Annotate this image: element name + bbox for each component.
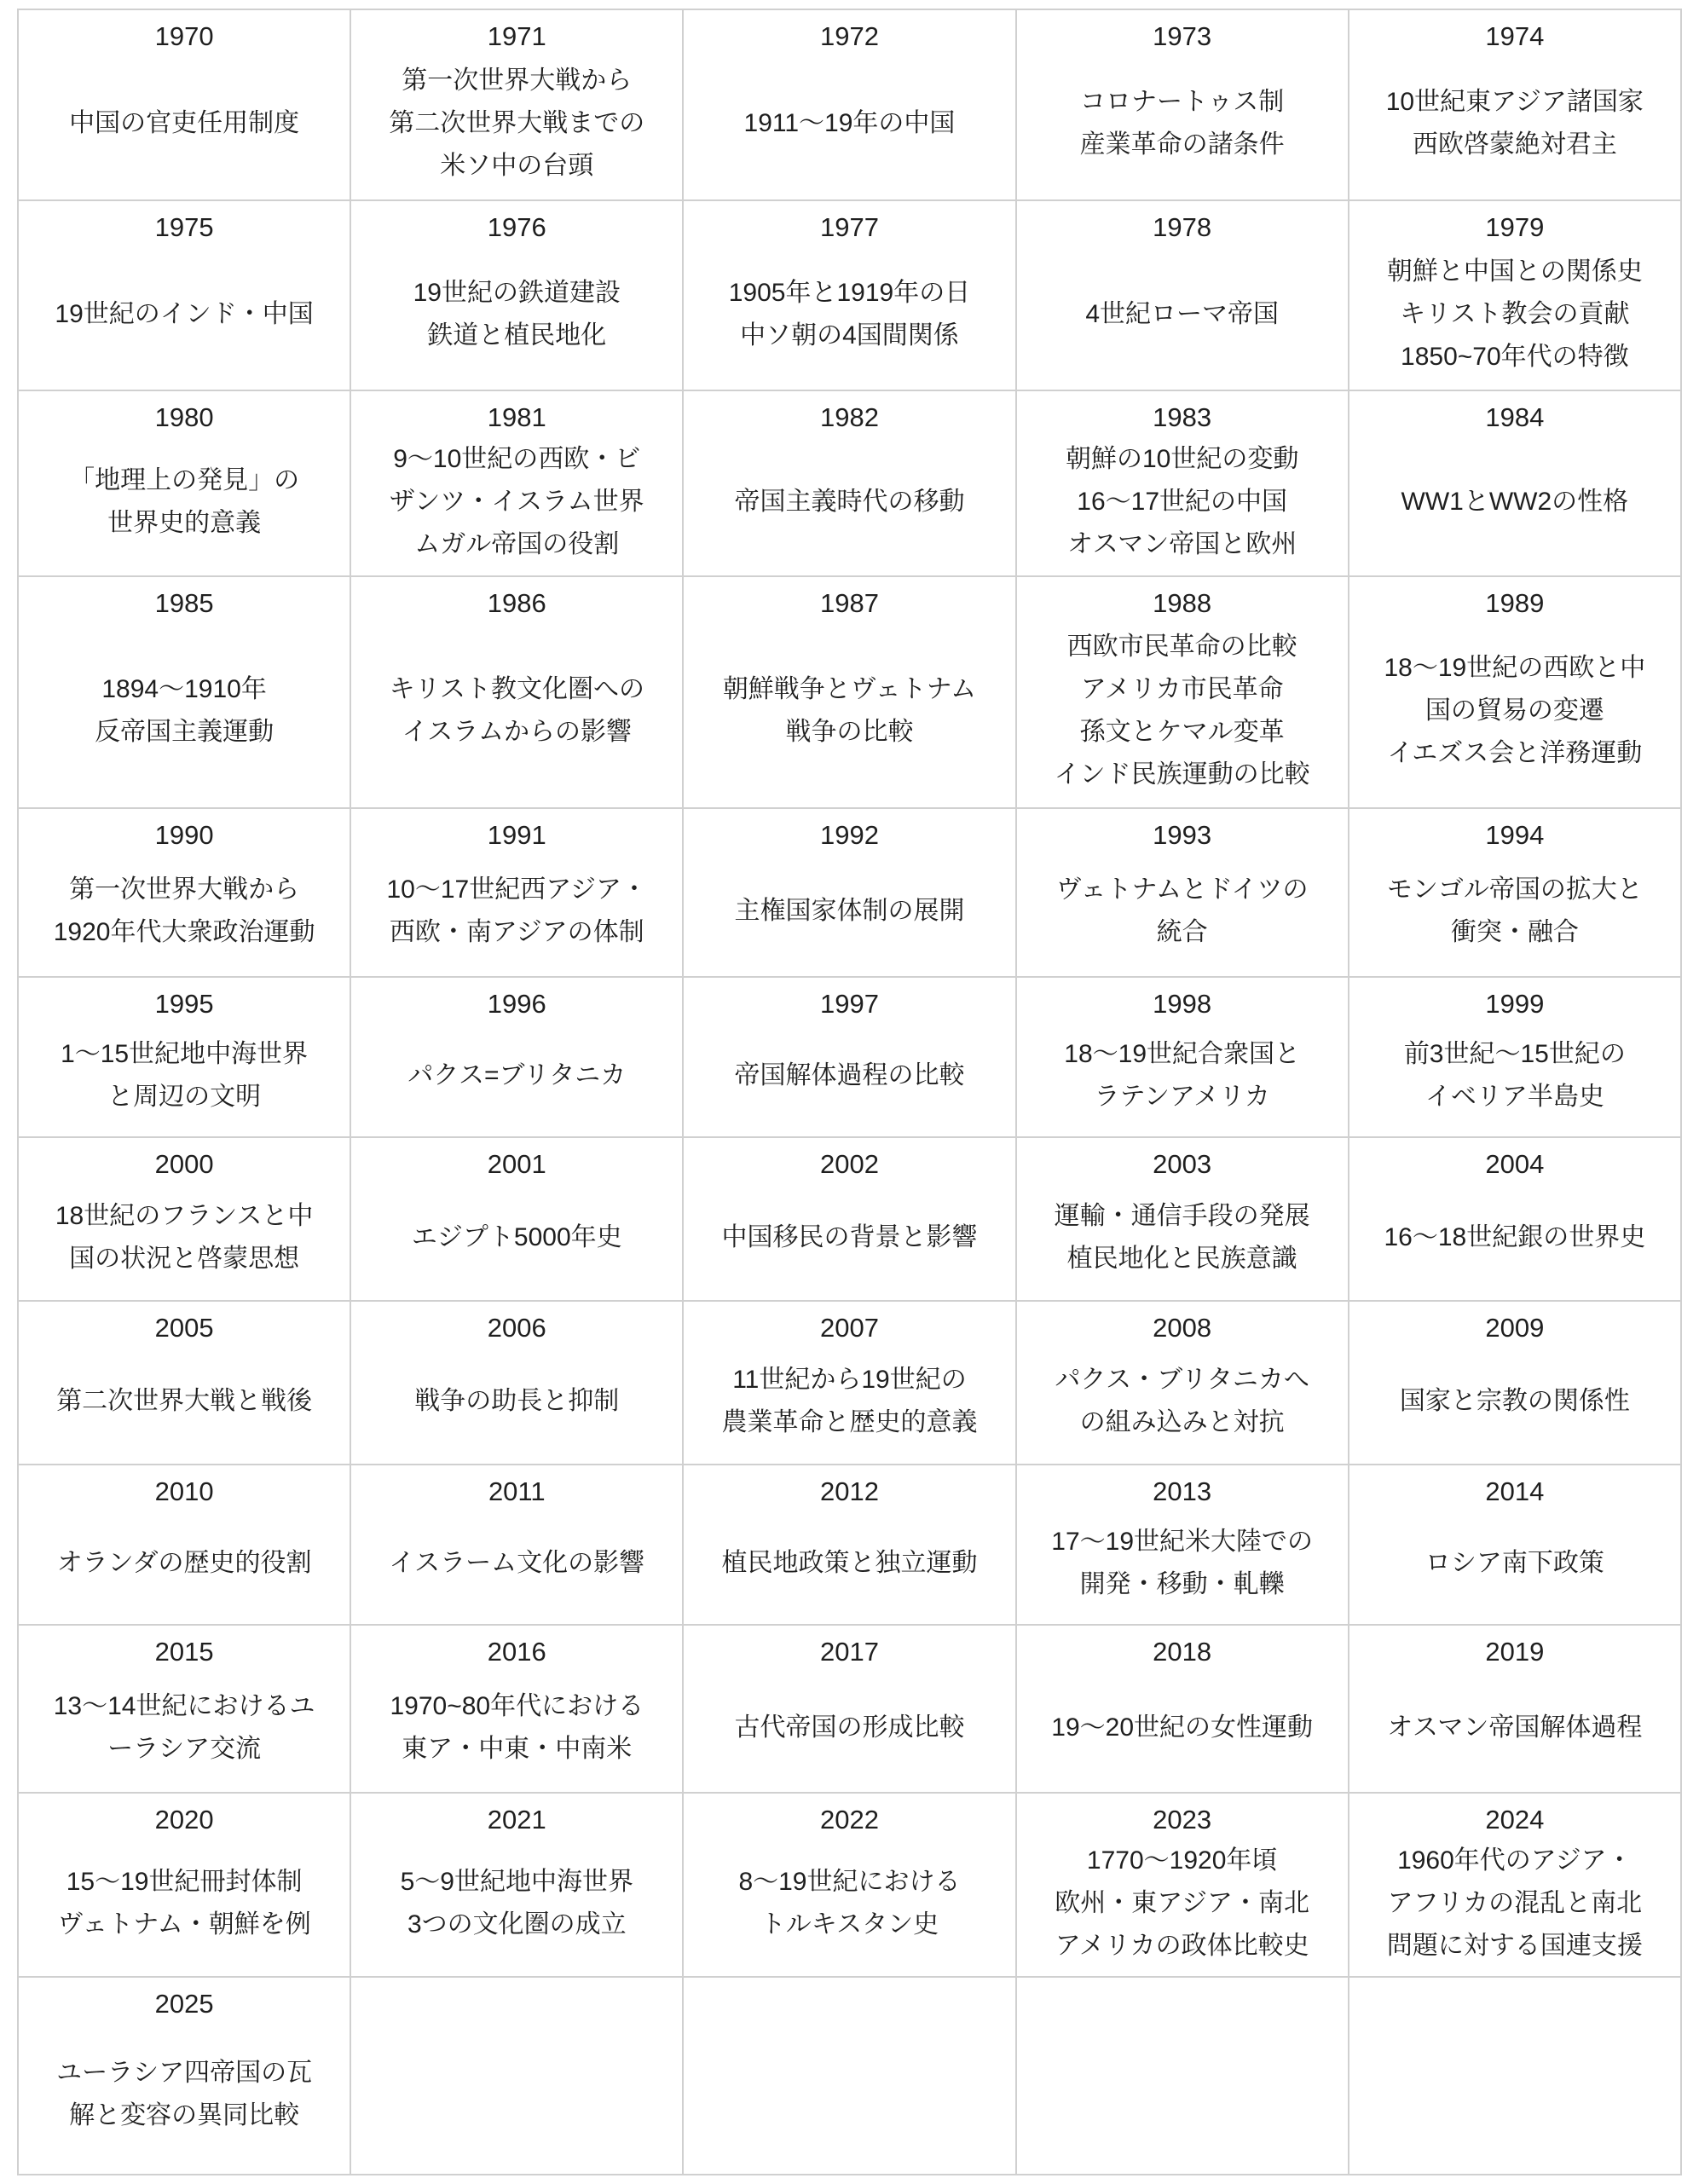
topic-line: 1960年代のアジア・: [1397, 1846, 1633, 1875]
topic-line: 戦争の比較: [785, 718, 914, 746]
cell-topic: [356, 247, 677, 381]
cell-year: 2020: [154, 1805, 214, 1834]
table-cell-2008: [1017, 1302, 1349, 1465]
cell-year: 2021: [487, 1805, 546, 1834]
cell-topic: [356, 1184, 677, 1291]
cell-topic: [1355, 1024, 1675, 1128]
cell-year: 1977: [819, 212, 879, 242]
topic-line: 1970~80年代における: [390, 1691, 644, 1720]
table-cell-1980: [19, 391, 351, 577]
cell-topic: [1355, 1348, 1675, 1455]
cell-year: 2011: [488, 1476, 546, 1506]
cell-topic: [24, 1348, 344, 1455]
topic-line: 1905年と1919年の日: [728, 278, 971, 307]
table-cell-2016: [351, 1626, 684, 1794]
table-cell-1992: [684, 809, 1016, 978]
cell-topic: [1355, 1511, 1675, 1615]
cell-year: 2024: [1485, 1805, 1545, 1834]
table-row: [19, 1626, 1682, 1794]
cell-topic: [1355, 56, 1675, 191]
topic-line: 11世紀から19世紀の: [732, 1366, 967, 1394]
cell-topic: [689, 247, 1009, 381]
topic-line: 3つの文化圏の成立: [407, 1910, 627, 1938]
cell-topic: [24, 1024, 344, 1128]
topic-line: ザンツ・イスラム世界: [389, 488, 644, 516]
cell-topic: [1355, 1840, 1675, 1967]
topic-line: 「地理上の発見」の: [69, 466, 300, 494]
cell-year: 1989: [1485, 588, 1545, 618]
topic-line: アメリカ市民革命: [1080, 675, 1284, 703]
topic-line: オランダの歴史的役割: [56, 1549, 312, 1577]
cell-topic: [1022, 1840, 1343, 1967]
topic-line: 開発・移動・軋轢: [1079, 1570, 1285, 1598]
cell-topic: [356, 1024, 677, 1128]
table-cell-2004: [1349, 1138, 1682, 1302]
cell-topic: [689, 1024, 1009, 1128]
cell-year: 2016: [487, 1637, 546, 1667]
topic-line: WW1とWW2の性格: [1401, 488, 1629, 516]
cell-topic: [24, 1511, 344, 1615]
table-cell-1970: [19, 10, 351, 201]
table-cell-2014: [1349, 1465, 1682, 1626]
cell-topic: [1355, 247, 1675, 381]
table-cell-2012: [684, 1465, 1016, 1626]
topic-line: 4世紀ローマ帝国: [1085, 299, 1279, 328]
cell-topic: [24, 1672, 344, 1783]
cell-year: 1972: [819, 21, 879, 51]
topic-line: イスラーム文化の影響: [389, 1549, 645, 1577]
cell-year: 1982: [819, 402, 879, 432]
table-cell-2019: [1349, 1626, 1682, 1794]
cell-year: 1990: [154, 820, 214, 850]
cell-year: 1995: [154, 989, 214, 1019]
topic-line: 第二次世界大戦と戦後: [56, 1387, 313, 1415]
topic-line: 18〜19世紀合衆国と: [1064, 1040, 1301, 1068]
cell-topic: [356, 56, 677, 191]
cell-year: 1981: [487, 402, 546, 432]
topic-line: キリスト教文化圏への: [389, 675, 644, 703]
cell-topic: [24, 2024, 344, 2165]
table-cell-2011: [351, 1465, 684, 1626]
cell-topic: [689, 1985, 1009, 2165]
topic-line: アメリカの政体比較史: [1055, 1932, 1309, 1960]
topic-line: パクス・ブリタニカへ: [1055, 1366, 1309, 1394]
cell-topic: [1022, 1184, 1343, 1291]
topic-line: 中国移民の背景と影響: [721, 1223, 978, 1251]
topic-line: 戦争の助長と抑制: [414, 1387, 620, 1415]
topic-line: キリスト教会の貢献: [1400, 299, 1630, 328]
topic-line: 朝鮮と中国との関係史: [1386, 257, 1643, 286]
topic-line: 東ア・中東・中南米: [402, 1734, 633, 1763]
cell-year: 2007: [819, 1313, 879, 1343]
cell-topic: [1355, 623, 1675, 799]
cell-year: 2017: [819, 1637, 879, 1667]
topic-line: 鉄道と植民地化: [427, 321, 607, 350]
table-cell-1993: [1017, 809, 1349, 978]
topic-line: 18〜19世紀の西欧と中: [1384, 654, 1646, 682]
table-row: [19, 809, 1682, 978]
table-cell-2010: [19, 1465, 351, 1626]
topic-line: 運輸・通信手段の発展: [1054, 1202, 1310, 1230]
cell-topic: [689, 1511, 1009, 1615]
cell-year: 1988: [1153, 588, 1212, 618]
topic-line: 9〜10世紀の西欧・ビ: [393, 445, 641, 473]
topic-line: 16〜17世紀の中国: [1077, 488, 1288, 516]
cell-topic: [24, 1840, 344, 1967]
topic-line: 帝国解体過程の比較: [734, 1061, 965, 1089]
table-cell-1986: [351, 577, 684, 809]
topic-line: 問題に対する国連支援: [1386, 1932, 1643, 1960]
cell-year: 2004: [1485, 1149, 1545, 1179]
cell-topic: [1022, 1024, 1343, 1128]
topic-line: 5〜9世紀地中海世界: [400, 1868, 633, 1896]
topic-line: オスマン帝国と欧州: [1067, 530, 1297, 558]
cell-topic: [1355, 1672, 1675, 1783]
table-cell-2018: [1017, 1626, 1349, 1794]
cell-year: 1975: [154, 212, 214, 242]
topic-line: イエズス会と洋務運動: [1387, 739, 1643, 767]
table-row: [19, 391, 1682, 577]
topic-line: ロシア南下政策: [1425, 1549, 1604, 1577]
topic-line: イベリア半島史: [1425, 1083, 1604, 1111]
cell-year: 1986: [487, 588, 546, 618]
cell-year: 2003: [1153, 1149, 1212, 1179]
cell-topic: [24, 56, 344, 191]
topic-line: 産業革命の諸条件: [1079, 130, 1285, 159]
table-cell-1995: [19, 978, 351, 1138]
topic-line: 1911〜19年の中国: [743, 109, 956, 137]
topic-line: インド民族運動の比較: [1054, 760, 1310, 789]
cell-topic: [356, 623, 677, 799]
cell-year: 2023: [1153, 1805, 1212, 1834]
cell-year: 1994: [1485, 820, 1545, 850]
topic-line: 1770〜1920年頃: [1086, 1846, 1278, 1875]
topic-line: 国家と宗教の関係性: [1399, 1387, 1630, 1415]
cell-year: 2013: [1153, 1476, 1212, 1506]
topic-line: 世界史的意義: [107, 509, 262, 537]
cell-year: 1978: [1153, 212, 1212, 242]
topic-line: 8〜19世紀における: [738, 1868, 961, 1896]
cell-year: 2006: [487, 1313, 546, 1343]
table-cell-1973: [1017, 10, 1349, 201]
topic-line: 主権国家体制の展開: [734, 897, 965, 925]
topic-line: ヴェトナム・朝鮮を例: [57, 1910, 311, 1938]
table-cell-1998: [1017, 978, 1349, 1138]
cell-year: 2010: [154, 1476, 214, 1506]
topic-line: コロナートゥス制: [1080, 88, 1285, 116]
table-cell-1991: [351, 809, 684, 978]
table-cell-1981: [351, 391, 684, 577]
topic-line: と周辺の文明: [107, 1083, 262, 1111]
cell-topic: [1022, 247, 1343, 381]
table-cell-1976: [351, 201, 684, 391]
table-cell-1988: [1017, 577, 1349, 809]
topic-line: 国の貿易の変遷: [1425, 696, 1604, 725]
topic-line: 西欧市民革命の比較: [1066, 633, 1297, 661]
topic-line: 統合: [1156, 918, 1208, 946]
table-cell-2025: [19, 1978, 351, 2175]
topic-line: 1894〜1910年: [101, 675, 267, 703]
cell-year: 1973: [1153, 21, 1212, 51]
topic-line: 植民地政策と独立運動: [721, 1549, 978, 1577]
table-cell-1983: [1017, 391, 1349, 577]
topic-line: 衝突・融合: [1450, 918, 1579, 946]
table-cell-2005: [19, 1302, 351, 1465]
cell-year: 2018: [1153, 1637, 1212, 1667]
topic-line: 国の状況と啓蒙思想: [69, 1245, 300, 1273]
topic-line: 中国の官吏任用制度: [69, 109, 300, 137]
table-cell-1982: [684, 391, 1016, 577]
cell-topic: [356, 1840, 677, 1967]
table-row: [19, 10, 1682, 201]
table-cell-2023: [1017, 1794, 1349, 1978]
cell-topic: [356, 1672, 677, 1783]
table-cell-2007: [684, 1302, 1016, 1465]
topic-line: 17〜19世紀米大陸での: [1051, 1528, 1314, 1556]
table-cell-1971: [351, 10, 684, 201]
table-cell-2022: [684, 1794, 1016, 1978]
cell-topic: [689, 437, 1009, 567]
topic-line: 19世紀のインド・中国: [55, 299, 314, 328]
table-cell-2017: [684, 1626, 1016, 1794]
topic-line: ラテンアメリカ: [1094, 1083, 1270, 1111]
cell-year: 2012: [819, 1476, 879, 1506]
table-cell-2001: [351, 1138, 684, 1302]
cell-topic: [24, 1184, 344, 1291]
cell-year: 1991: [487, 820, 546, 850]
topic-line: 欧州・東アジア・南北: [1055, 1889, 1310, 1917]
cell-topic: [356, 855, 677, 968]
cell-topic: [1355, 855, 1675, 968]
cell-topic: [1022, 56, 1343, 191]
cell-topic: [356, 1985, 677, 2165]
cell-topic: [356, 437, 677, 567]
topic-line: アフリカの混乱と南北: [1387, 1889, 1643, 1917]
cell-year: 1987: [819, 588, 879, 618]
topic-line: 解と変容の異同比較: [69, 2101, 300, 2129]
table-cell-1997: [684, 978, 1016, 1138]
table-cell-1994: [1349, 809, 1682, 978]
topic-line: モンゴル帝国の拡大と: [1386, 875, 1643, 904]
cell-topic: [24, 437, 344, 567]
topic-line: オスマン帝国解体過程: [1387, 1713, 1643, 1742]
topic-line: 帝国主義時代の移動: [734, 488, 965, 516]
table-cell-1979: [1349, 201, 1682, 391]
table-cell-2020: [19, 1794, 351, 1978]
topic-line: 1〜15世紀地中海世界: [61, 1040, 309, 1068]
topic-line: 植民地化と民族意識: [1066, 1245, 1297, 1273]
table-cell-1999: [1349, 978, 1682, 1138]
table-cell-1987: [684, 577, 1016, 809]
cell-topic: [689, 1672, 1009, 1783]
cell-topic: [689, 1840, 1009, 1967]
cell-year: 2025: [154, 1989, 214, 2019]
table-cell-2000: [19, 1138, 351, 1302]
cell-year: 1996: [487, 989, 546, 1019]
table-cell-2009: [1349, 1302, 1682, 1465]
topic-line: 反帝国主義運動: [95, 718, 274, 746]
cell-year: 1998: [1153, 989, 1212, 1019]
cell-topic: [356, 1511, 677, 1615]
cell-year: 1983: [1153, 402, 1212, 432]
table-cell-2013: [1017, 1465, 1349, 1626]
table-cell-empty: [351, 1978, 684, 2175]
cell-topic: [1022, 437, 1343, 567]
table-cell-1984: [1349, 391, 1682, 577]
cell-year: 2002: [819, 1149, 879, 1179]
cell-year: 1985: [154, 588, 214, 618]
table-cell-empty: [684, 1978, 1016, 2175]
cell-year: 2022: [819, 1805, 879, 1834]
topic-line: 米ソ中の台頭: [440, 152, 594, 180]
table-cell-2024: [1349, 1794, 1682, 1978]
cell-year: 1974: [1485, 21, 1545, 51]
cell-topic: [1022, 1511, 1343, 1615]
year-topic-table: [17, 9, 1682, 2175]
cell-topic: [1355, 1184, 1675, 1291]
topic-line: イスラムからの影響: [402, 718, 632, 746]
table-cell-1989: [1349, 577, 1682, 809]
table-row: [19, 1465, 1682, 1626]
cell-topic: [1022, 623, 1343, 799]
table-row: [19, 1138, 1682, 1302]
topic-line: 朝鮮の10世紀の変動: [1065, 445, 1299, 473]
topic-line: 第一次世界大戦から: [69, 875, 300, 904]
cell-year: 2015: [154, 1637, 214, 1667]
topic-line: 15〜19世紀冊封体制: [66, 1868, 303, 1896]
topic-line: 19〜20世紀の女性運動: [1051, 1713, 1314, 1742]
topic-line: 第一次世界大戦から: [402, 66, 633, 95]
cell-year: 1992: [819, 820, 879, 850]
topic-line: 16〜18世紀銀の世界史: [1384, 1223, 1646, 1251]
table-cell-2006: [351, 1302, 684, 1465]
topic-line: 古代帝国の形成比較: [734, 1713, 965, 1742]
topic-line: パクス=ブリタニカ: [407, 1061, 627, 1089]
cell-year: 2014: [1485, 1476, 1545, 1506]
table-cell-empty: [1349, 1978, 1682, 2175]
topic-line: 朝鮮戦争とヴェトナム: [722, 675, 977, 703]
table-cell-1974: [1349, 10, 1682, 201]
topic-line: ユーラシア四帝国の瓦: [56, 2059, 313, 2087]
table-cell-1985: [19, 577, 351, 809]
topic-line: 農業革命と歴史的意義: [721, 1408, 978, 1436]
table-cell-1996: [351, 978, 684, 1138]
cell-year: 1993: [1153, 820, 1212, 850]
cell-topic: [24, 623, 344, 799]
cell-topic: [1355, 1985, 1675, 2165]
cell-year: 1997: [819, 989, 879, 1019]
cell-topic: [1022, 855, 1343, 968]
cell-topic: [689, 1184, 1009, 1291]
topic-line: 10世紀東アジア諸国家: [1385, 88, 1644, 116]
topic-line: エジプト5000年史: [411, 1223, 622, 1251]
topic-line: 1850~70年代の特徴: [1401, 342, 1629, 371]
cell-year: 2000: [154, 1149, 214, 1179]
topic-line: ヴェトナムとドイツの: [1055, 875, 1309, 904]
topic-line: 19世紀の鉄道建設: [413, 278, 621, 307]
table-cell-2002: [684, 1138, 1016, 1302]
cell-topic: [689, 623, 1009, 799]
cell-topic: [356, 1348, 677, 1455]
table-row: [19, 201, 1682, 391]
topic-line: トルキスタン史: [760, 1910, 939, 1938]
topic-line: 前3世紀〜15世紀の: [1403, 1040, 1626, 1068]
cell-topic: [24, 855, 344, 968]
topic-line: 1920年代大衆政治運動: [53, 918, 315, 946]
cell-year: 1971: [487, 21, 546, 51]
cell-year: 1999: [1485, 989, 1545, 1019]
cell-year: 1970: [154, 21, 214, 51]
table-row: [19, 1302, 1682, 1465]
cell-topic: [689, 56, 1009, 191]
table-cell-2003: [1017, 1138, 1349, 1302]
cell-topic: [689, 855, 1009, 968]
cell-year: 1984: [1485, 402, 1545, 432]
cell-year: 1980: [154, 402, 214, 432]
topic-line: 第二次世界大戦までの: [389, 109, 645, 137]
table-cell-2015: [19, 1626, 351, 1794]
topic-line: 西欧・南アジアの体制: [389, 918, 644, 946]
table-cell-1977: [684, 201, 1016, 391]
table-row: [19, 1978, 1682, 2175]
cell-year: 2019: [1485, 1637, 1545, 1667]
topic-line: ムガル帝国の役割: [414, 530, 620, 558]
cell-year: 1979: [1485, 212, 1545, 242]
table-cell-1978: [1017, 201, 1349, 391]
topic-line: 西欧啓蒙絶対君主: [1412, 130, 1617, 159]
table-row: [19, 577, 1682, 809]
cell-topic: [1355, 437, 1675, 567]
table-cell-1975: [19, 201, 351, 391]
table-row: [19, 1794, 1682, 1978]
table-cell-empty: [1017, 1978, 1349, 2175]
cell-topic: [24, 247, 344, 381]
topic-line: 10〜17世紀西アジア・: [386, 875, 648, 904]
cell-year: 2005: [154, 1313, 214, 1343]
table-cell-2021: [351, 1794, 684, 1978]
cell-topic: [689, 1348, 1009, 1455]
topic-line: 18世紀のフランスと中: [55, 1202, 314, 1230]
topic-line: 中ソ朝の4国間関係: [740, 321, 959, 350]
cell-year: 2001: [487, 1149, 546, 1179]
cell-year: 2008: [1153, 1313, 1212, 1343]
table-row: [19, 978, 1682, 1138]
cell-topic: [1022, 1672, 1343, 1783]
table-cell-1972: [684, 10, 1016, 201]
topic-line: の組み込みと対抗: [1079, 1408, 1285, 1436]
cell-year: 2009: [1485, 1313, 1545, 1343]
cell-year: 1976: [487, 212, 546, 242]
topic-line: 13〜14世紀におけるユ: [53, 1691, 315, 1720]
cell-topic: [1022, 1348, 1343, 1455]
topic-line: 孫文とケマル変革: [1079, 718, 1285, 746]
topic-line: ーラシア交流: [107, 1734, 262, 1763]
cell-topic: [1022, 1985, 1343, 2165]
table-cell-1990: [19, 809, 351, 978]
